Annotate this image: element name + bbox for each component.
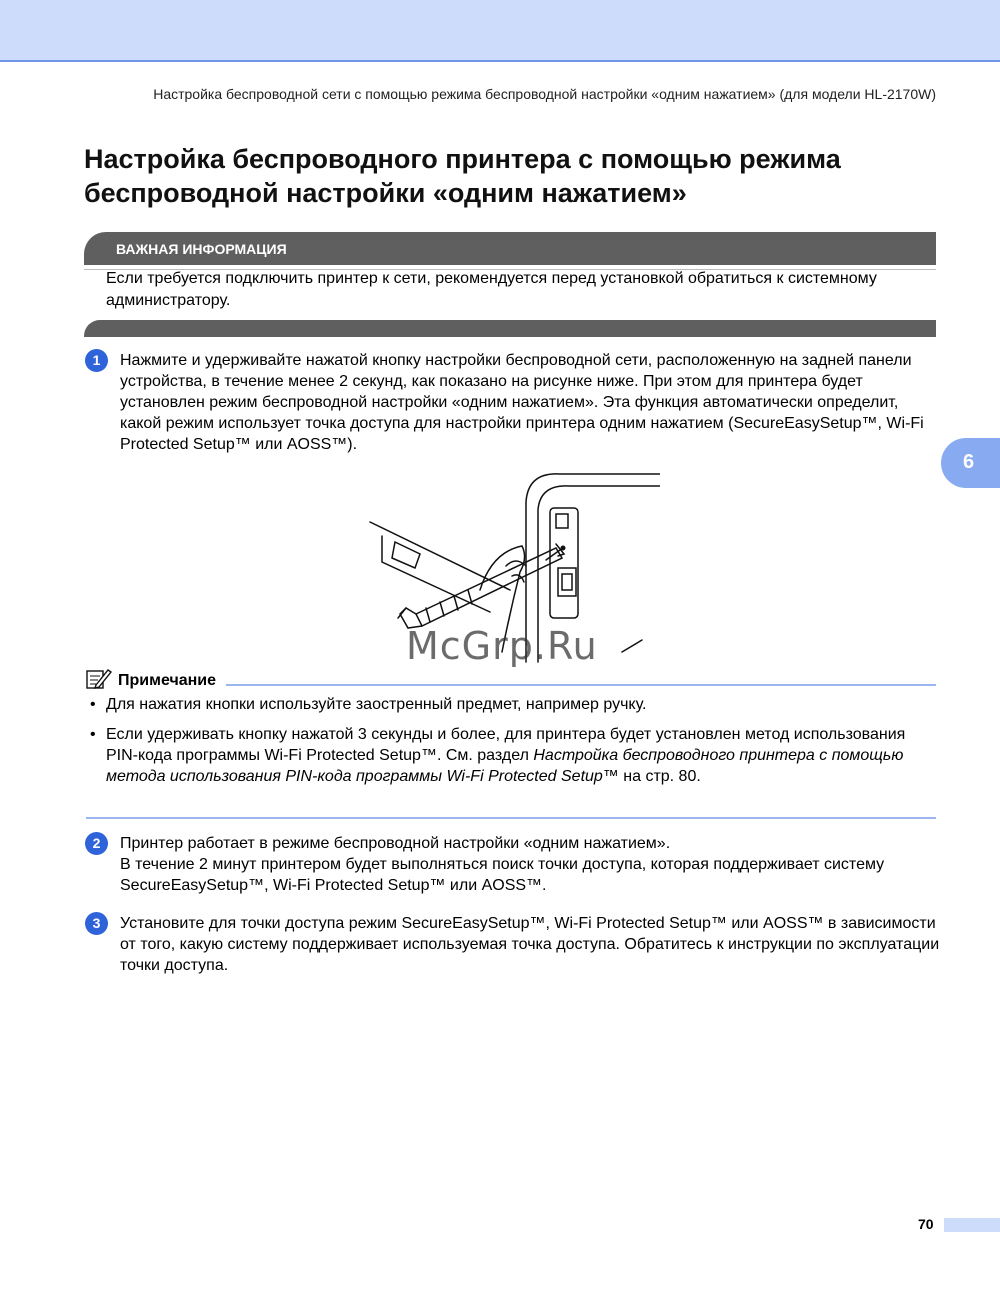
note-item-2-suffix: на стр. 80.	[618, 768, 701, 785]
note-item-2-text: Если удерживать кнопку нажатой 3 секунды и более, для принтера будет установлен метод использования PIN-кода программы Wi-Fi Protected Setup™. См. раздел	[106, 726, 906, 764]
chapter-tab	[941, 438, 1000, 488]
top-band	[0, 0, 1000, 62]
step-number-2: 2	[85, 832, 108, 855]
watermark: McGrp.Ru	[406, 624, 598, 668]
step-2-text	[120, 833, 940, 896]
chapter-number: 6	[963, 451, 975, 473]
bottom-band	[944, 1218, 1000, 1232]
step-number-1: 1	[85, 349, 108, 372]
running-header: Настройка беспроводной сети с помощью режима беспроводной настройки «одним нажатием» (для модели HL-2170W)	[153, 86, 936, 102]
note-rule	[226, 684, 936, 686]
page-title: Настройка беспроводного принтера с помощью режима беспроводной настройки «одним нажатием»	[84, 144, 841, 208]
note-end-rule	[86, 817, 936, 819]
step-number-3: 3	[85, 912, 108, 935]
important-box-header	[84, 232, 936, 265]
note-header	[86, 668, 936, 688]
important-label: ВАЖНАЯ ИНФОРМАЦИЯ	[116, 241, 287, 257]
page-number: 70	[918, 1216, 934, 1232]
step-2-line-2: В течение 2 минут принтером будет выполняться поиск точки доступа, которая поддерживает систему SecureEasySetup™, Wi-Fi Protected Setup™ или AOSS™.	[120, 856, 885, 894]
note-list	[88, 694, 936, 796]
step-1-text: Нажмите и удерживайте нажатой кнопку настройки беспроводной сети, расположенную на задней панели устройства, в течение менее 2 секунд, как показано на рисунке ниже. При этом для принтера будет установлен режим беспроводной настройки «одним нажатием». Эта функция автоматически определит, какой режим использует точка доступа для настройки принтера одним нажатием (SecureEasySetup™, Wi-Fi Protected Setup™ или AOSS™).	[120, 352, 924, 453]
important-text: Если требуется подключить принтер к сети, рекомендуется перед установкой обратиться к системному администратору.	[106, 270, 877, 309]
step-3-text: Установите для точки доступа режим SecureEasySetup™, Wi-Fi Protected Setup™ или AOSS™ в зависимости от того, какую систему поддерживает используемая точка доступа. Обратитесь к инструкции по эксплуатации точки доступа.	[120, 915, 940, 974]
note-item-1-text: Для нажатия кнопки используйте заостренный предмет, например ручку.	[106, 696, 647, 713]
important-box-footer	[84, 320, 936, 337]
note-item-1	[88, 694, 936, 715]
note-item-2	[88, 724, 936, 787]
note-label: Примечание	[118, 672, 217, 689]
step-2-line-1: Принтер работает в режиме беспроводной настройки «одним нажатием».	[120, 835, 671, 852]
cross-reference-link[interactable]: Настройка беспроводного принтера с помощью метода использования PIN-кода программы Wi-Fi Protected Setup™	[106, 747, 904, 785]
note-pencil-icon	[86, 668, 112, 690]
